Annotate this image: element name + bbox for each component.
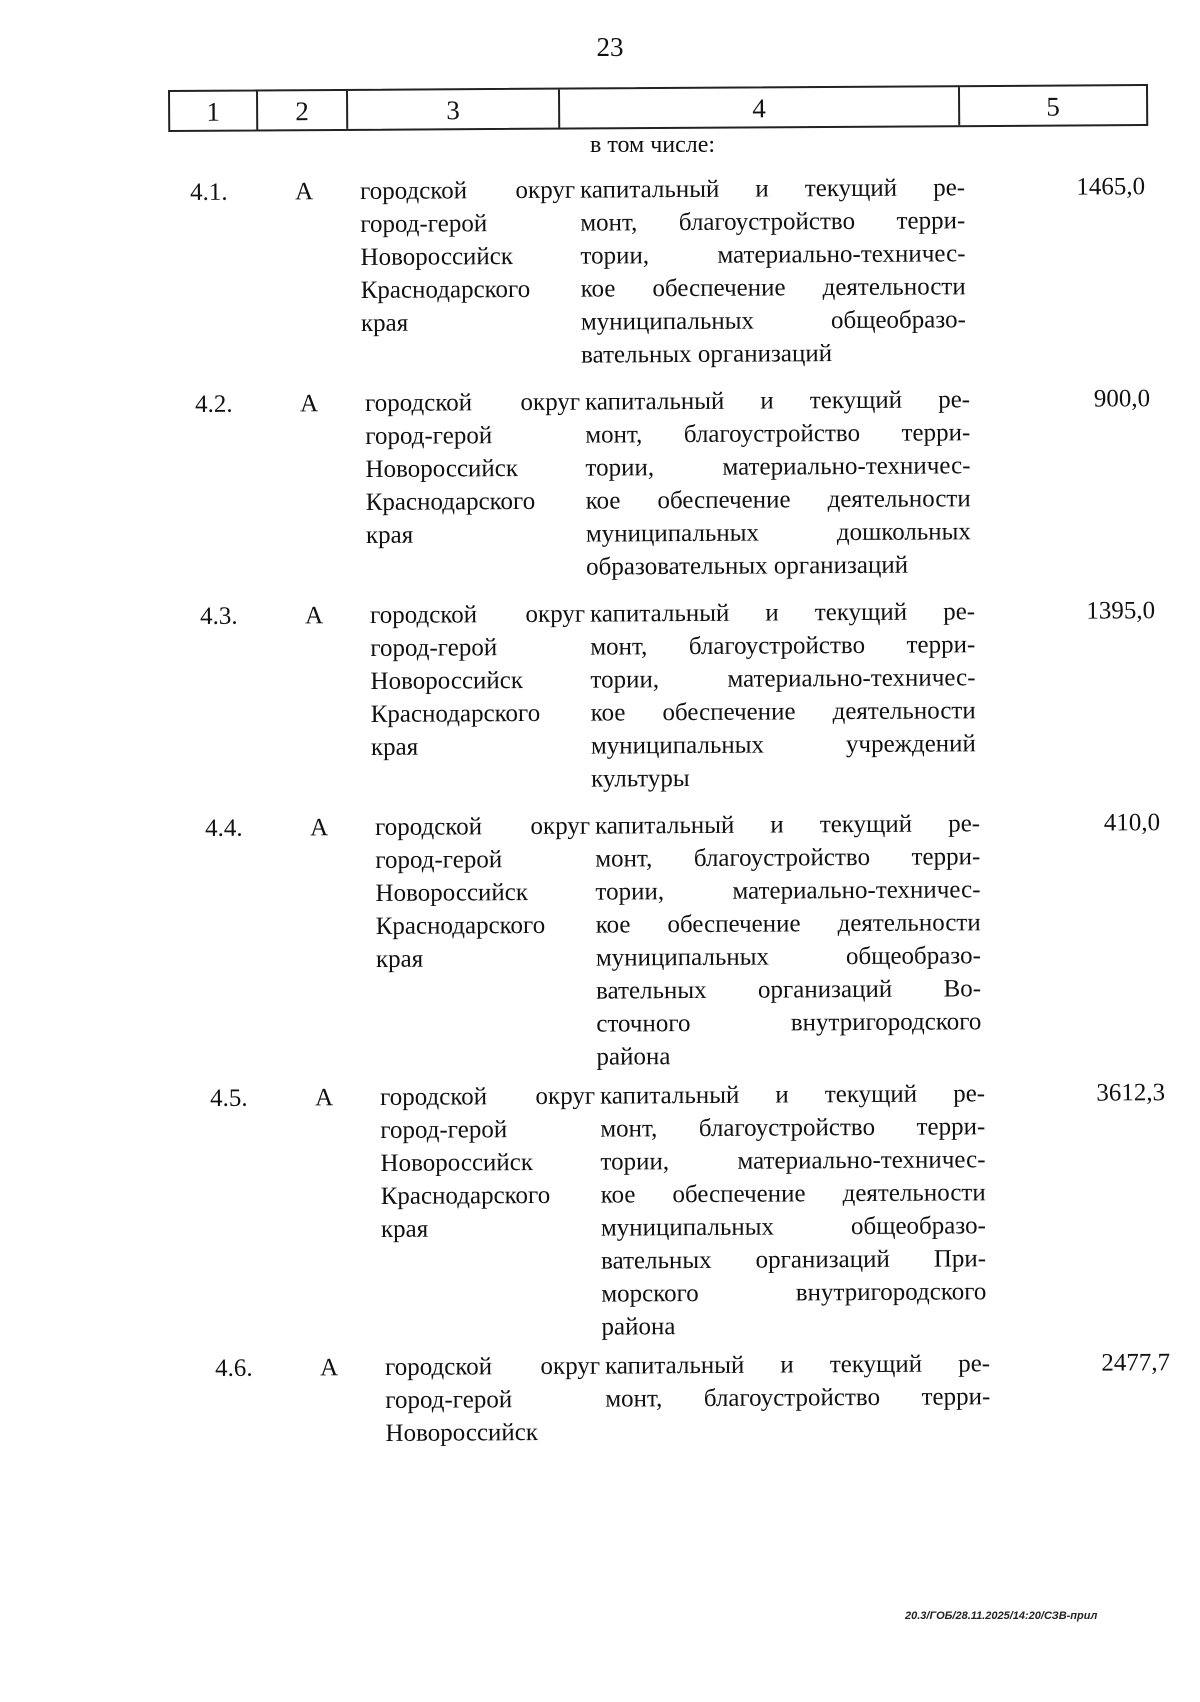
row-purpose <box>600 1077 987 1343</box>
row-number: 4.4. <box>205 814 243 842</box>
territory-line: Краснодарского <box>360 275 531 304</box>
purpose-line: капитальный и текущий ре- <box>600 1080 986 1110</box>
row-purpose <box>585 383 971 583</box>
purpose-line: тории, материально-техничес- <box>580 240 966 270</box>
territory-line: город-герой <box>380 1116 508 1144</box>
territory-line: края <box>370 733 419 761</box>
row-territory <box>380 1080 596 1246</box>
column-header-2: 2 <box>258 91 348 130</box>
row-category: А <box>305 602 324 630</box>
purpose-line: монт, благоустройство терри- <box>580 207 966 237</box>
purpose-line: муниципальных учреждений <box>590 730 976 760</box>
row-number: 4.2. <box>195 390 233 418</box>
row-category: А <box>310 814 329 842</box>
territory-line: Новороссийск <box>360 243 514 271</box>
row-territory <box>365 386 581 552</box>
row-purpose <box>595 807 982 1073</box>
row-number: 4.6. <box>215 1354 253 1382</box>
purpose-line: района <box>596 1043 671 1071</box>
territory-line: Краснодарского <box>375 911 546 940</box>
purpose-line: образовательных организаций <box>586 551 909 581</box>
territory-line: Новороссийск <box>380 1149 534 1177</box>
row-territory <box>385 1350 601 1450</box>
purpose-line: монт, благоустройство терри- <box>605 1383 991 1413</box>
row-territory <box>375 810 591 976</box>
row-category: А <box>315 1084 334 1112</box>
purpose-line: капитальный и текущий ре- <box>580 174 966 204</box>
territory-line: Краснодарского <box>365 487 536 516</box>
purpose-line: муниципальных общеобразо- <box>600 1212 986 1242</box>
purpose-line: вательных организаций Во- <box>596 975 982 1005</box>
row-amount: 2477,7 <box>1101 1349 1171 1377</box>
territory-line: город-герой <box>370 634 498 662</box>
purpose-line: вательных организаций <box>581 340 833 369</box>
purpose-line: кое обеспечение деятельности <box>585 485 971 515</box>
territory-line: края <box>360 309 409 337</box>
page-number: 23 <box>596 32 624 62</box>
territory-line: городской округ <box>370 600 586 629</box>
territory-line: Новороссийск <box>365 455 519 483</box>
purpose-line: тории, материально-техничес- <box>585 452 971 482</box>
purpose-line: капитальный и текущий ре- <box>595 810 981 840</box>
column-header-4: 4 <box>560 87 960 127</box>
purpose-line: муниципальных общеобразо- <box>580 306 966 336</box>
territory-line: город-герой <box>360 210 488 238</box>
purpose-line: монт, благоустройство терри- <box>585 419 971 449</box>
row-category: А <box>295 178 314 206</box>
purpose-line: капитальный и текущий ре- <box>590 598 976 628</box>
purpose-line: капитальный и текущий ре- <box>605 1350 991 1380</box>
row-purpose <box>590 595 976 795</box>
purpose-line: района <box>601 1313 676 1341</box>
column-header-5: 5 <box>1046 91 1060 122</box>
row-number: 4.1. <box>190 178 228 206</box>
row-number: 4.3. <box>200 602 238 630</box>
row-category: А <box>320 1354 339 1382</box>
row-territory <box>370 598 586 764</box>
territory-line: город-герой <box>365 422 493 450</box>
column-header-1: 1 <box>170 91 258 130</box>
row-purpose <box>605 1347 990 1415</box>
row-amount: 1395,0 <box>1086 597 1156 625</box>
territory-line: Краснодарского <box>370 699 541 728</box>
territory-line: городской округ <box>365 388 581 417</box>
footer-document-code: 20.3/ГОБ/28.11.2025/14:20/СЗВ-прил <box>905 1610 1098 1622</box>
territory-line: Новороссийск <box>375 879 529 907</box>
purpose-line: вательных организаций При- <box>601 1245 987 1275</box>
territory-line: городской округ <box>380 1082 596 1111</box>
purpose-line: культуры <box>591 765 690 793</box>
row-amount: 410,0 <box>1103 809 1161 837</box>
purpose-line: монт, благоустройство терри- <box>600 1113 986 1143</box>
territory-line: городской округ <box>360 176 576 205</box>
purpose-line: кое обеспечение деятельности <box>580 273 966 303</box>
row-amount: 900,0 <box>1093 385 1151 413</box>
row-territory <box>360 174 576 340</box>
purpose-line: сточного внутригородского <box>596 1008 982 1038</box>
purpose-line: муниципальных общеобразо- <box>595 942 981 972</box>
purpose-line: капитальный и текущий ре- <box>585 386 971 416</box>
territory-line: город-герой <box>385 1386 513 1414</box>
territory-line: Краснодарского <box>380 1181 551 1210</box>
territory-line: края <box>365 521 414 549</box>
territory-line: город-герой <box>375 846 503 874</box>
purpose-line: монт, благоустройство терри- <box>590 631 976 661</box>
purpose-line: муниципальных дошкольных <box>585 518 971 548</box>
territory-line: края <box>375 945 424 973</box>
territory-line: Новороссийск <box>385 1419 539 1447</box>
purpose-line: тории, материально-техничес- <box>590 664 976 694</box>
row-number: 4.5. <box>210 1084 248 1112</box>
row-amount: 3612,3 <box>1096 1079 1166 1107</box>
purpose-line: морского внутригородского <box>601 1278 987 1308</box>
territory-line: края <box>380 1215 429 1243</box>
column-header-table <box>168 84 1148 132</box>
purpose-line: монт, благоустройство терри- <box>595 843 981 873</box>
territory-line: городской округ <box>375 812 591 841</box>
column-header-3: 3 <box>348 90 560 129</box>
purpose-line: тории, материально-техничес- <box>600 1146 986 1176</box>
including-label: в том числе: <box>590 132 716 158</box>
purpose-line: кое обеспечение деятельности <box>600 1179 986 1209</box>
row-category: А <box>300 390 319 418</box>
purpose-line: кое обеспечение деятельности <box>590 697 976 727</box>
territory-line: Новороссийск <box>370 667 524 695</box>
purpose-line: тории, материально-техничес- <box>595 876 981 906</box>
row-purpose <box>580 171 966 371</box>
row-amount: 1465,0 <box>1076 173 1146 201</box>
purpose-line: кое обеспечение деятельности <box>595 909 981 939</box>
territory-line: городской округ <box>385 1352 601 1381</box>
